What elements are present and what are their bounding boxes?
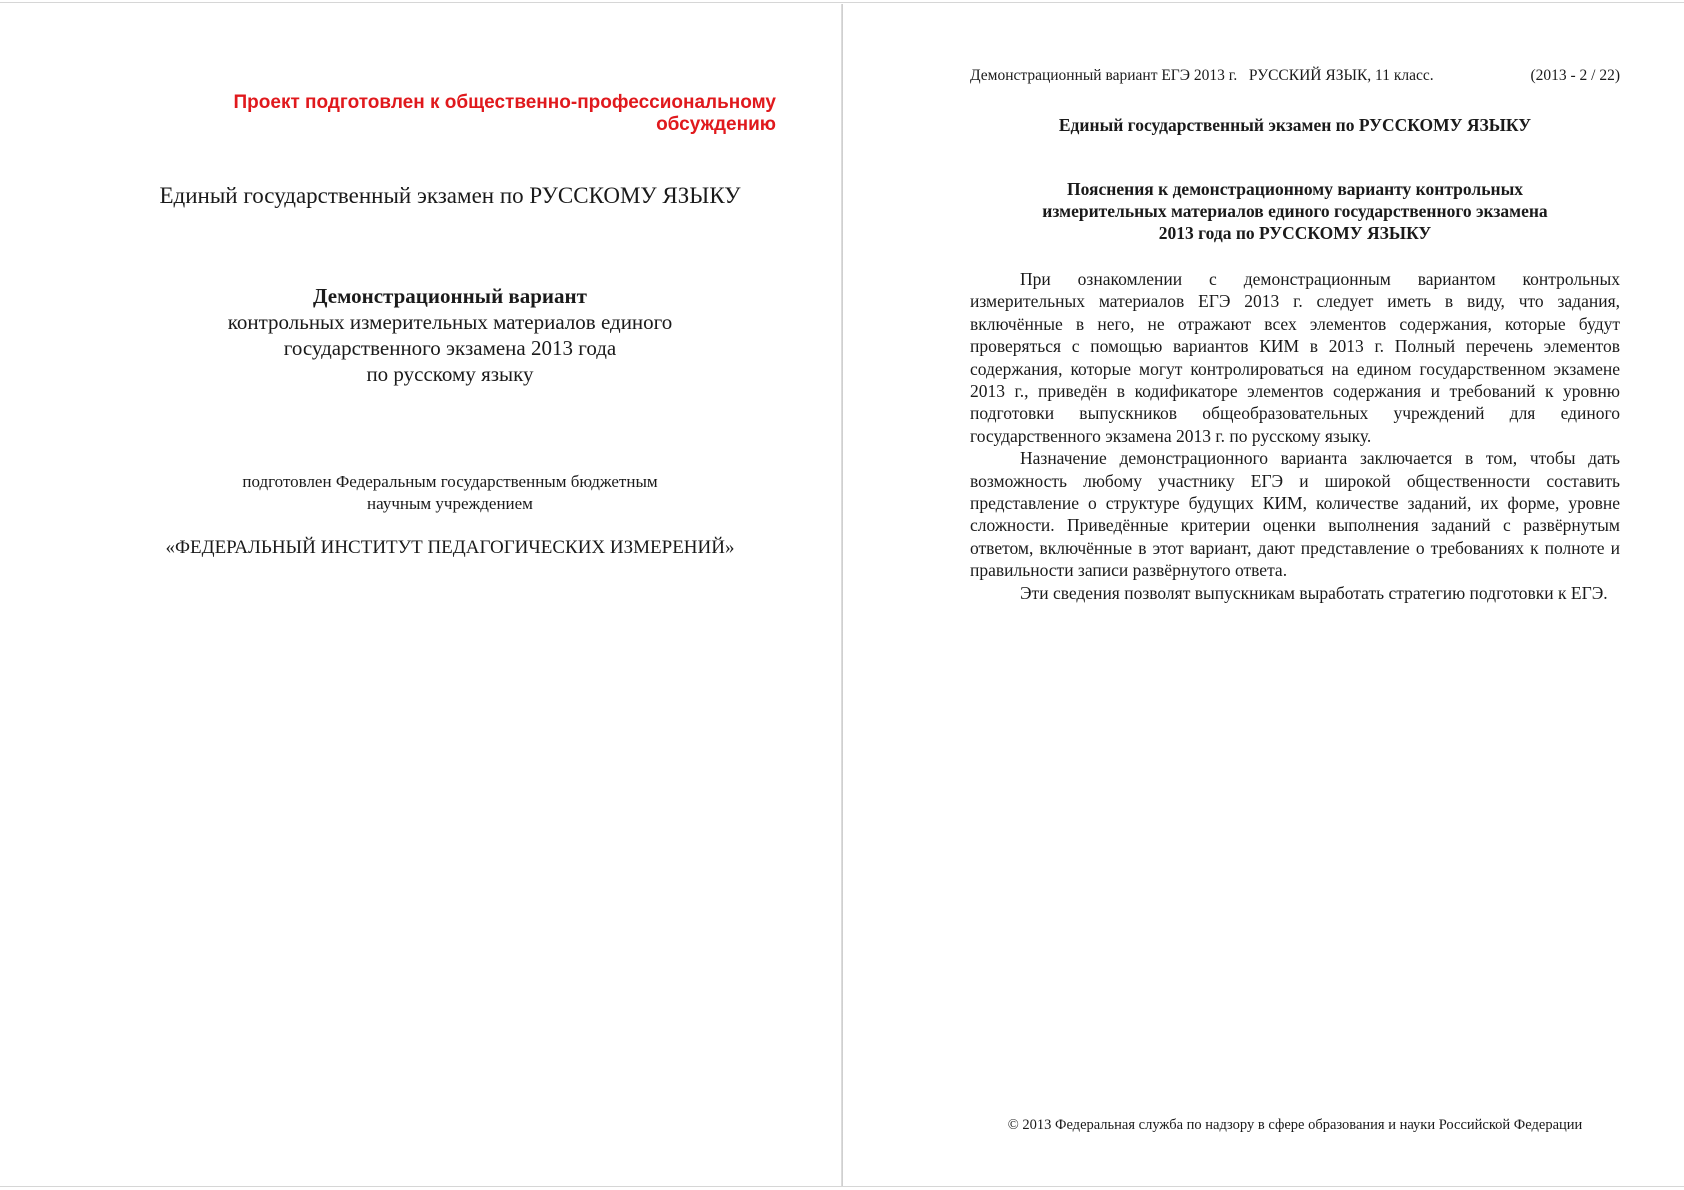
right-page: [843, 4, 1684, 1186]
explanation-body: [970, 268, 1620, 604]
paragraph-1: При ознакомлении с демонстрационным вариантом контрольных измерительных материалов ЕГЭ 2013 г. следует иметь в виду, что задания, включённые в него, не отражают всех элементов содержания, которые будут проверяться с помощью вариантов КИМ в 2013 г. Полный перечень элементов содержания, которые могут контролироваться на едином государственном экзамене 2013 г., приведён в кодификаторе элементов содержания и требований к уровню подготовки выпускников общеобразовательных учреждений для единого государственного экзамена 2013 г. по русскому языку.: [970, 269, 1620, 446]
running-header-title: Демонстрационный вариант ЕГЭ 2013 г. РУССКИЙ ЯЗЫК, 11 класс.: [970, 67, 1434, 84]
bottom-border: [0, 1186, 1684, 1187]
top-border: [0, 2, 1684, 3]
draft-note: [150, 92, 776, 136]
draft-note-line2: обсуждению: [656, 114, 776, 135]
demo-line-1: контрольных измерительных материалов единого: [227, 310, 673, 334]
explanation-title-line2: измерительных материалов единого государственного экзамена: [1042, 201, 1548, 221]
page-number: (2013 - 2 / 22): [1530, 67, 1620, 84]
prepared-by-line1: подготовлен Федеральным государственным бюджетным: [242, 472, 658, 491]
draft-note-line1: Проект подготовлен к общественно-профессиональному: [233, 92, 776, 113]
explanation-title: [970, 178, 1620, 244]
explanation-title-line3: 2013 года по РУССКОМУ ЯЗЫКУ: [1158, 223, 1432, 243]
institute-name: «ФЕДЕРАЛЬНЫЙ ИНСТИТУТ ПЕДАГОГИЧЕСКИХ ИЗМЕРЕНИЙ»: [165, 537, 735, 558]
demo-line-2: государственного экзамена 2013 года: [283, 336, 617, 360]
prepared-by: [60, 471, 840, 515]
copyright-footer: © 2013 Федеральная служба по надзору в сфере образования и науки Российской Федерации: [1007, 1117, 1583, 1133]
explanation-title-line1: Пояснения к демонстрационному варианту контрольных: [1067, 179, 1523, 199]
left-page: [0, 4, 841, 1186]
paragraph-2: Назначение демонстрационного варианта заключается в том, чтобы дать возможность любому участнику ЕГЭ и широкой общественности составить представление о структуре будущих КИМ, количестве заданий, их форме, уровне сложности. Приведённые критерии оценки выполнения заданий с развёрнутым ответом, включённые в этот вариант, дают представление о требованиях к полноте и правильности записи развёрнутого ответа.: [970, 448, 1620, 581]
demo-variant-block: [60, 283, 840, 387]
left-exam-title: Единый государственный экзамен по РУССКОМУ ЯЗЫКУ: [159, 183, 741, 208]
prepared-by-line2: научным учреждением: [367, 494, 533, 513]
paragraph-3: Эти сведения позволят выпускникам выработать стратегию подготовки к ЕГЭ.: [1020, 582, 1608, 603]
demo-line-3: по русскому языку: [366, 362, 534, 386]
running-header: [970, 66, 1620, 86]
demo-heading: Демонстрационный вариант: [313, 284, 587, 308]
right-exam-title: Единый государственный экзамен по РУССКОМУ ЯЗЫКУ: [1058, 115, 1532, 135]
